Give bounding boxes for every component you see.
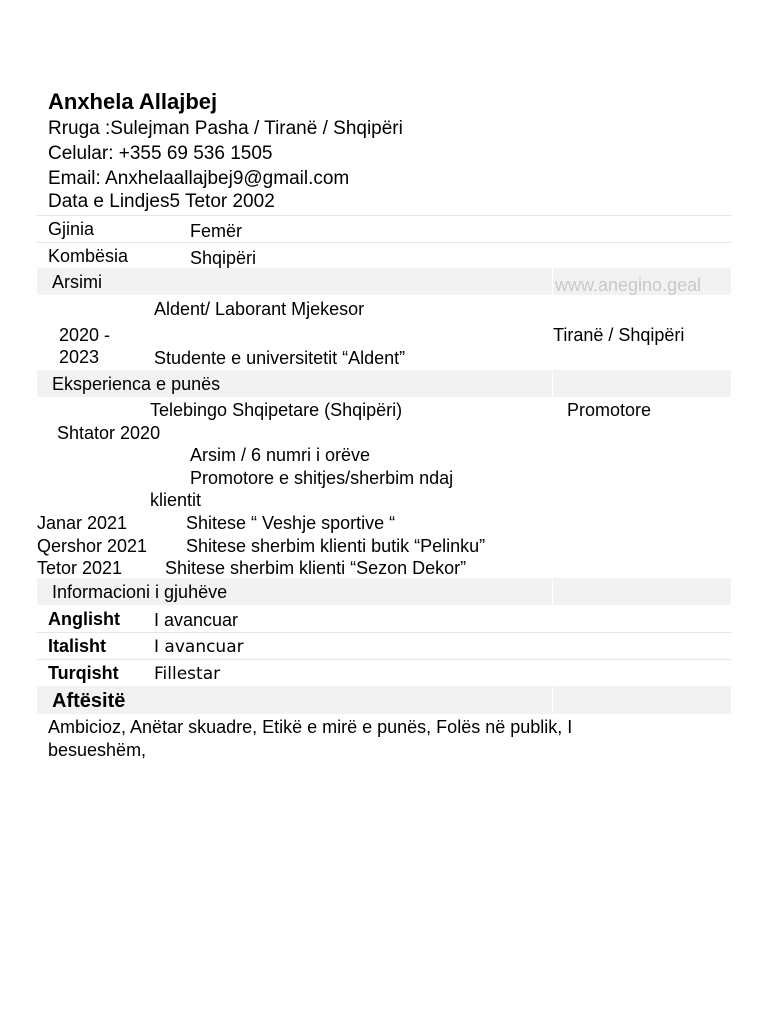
experience-title: Eksperienca e punës xyxy=(52,374,221,394)
languages-title: Informacioni i gjuhëve xyxy=(52,582,228,602)
language-name: Italisht xyxy=(48,636,107,656)
education-location: Tiranë / Shqipëri xyxy=(553,325,685,345)
address-line: Rruga :Sulejman Pasha / Tiranë / Shqipëri xyxy=(48,118,403,139)
nationality-label: Kombësia xyxy=(48,246,129,266)
job-date: Janar 2021 xyxy=(37,513,128,533)
job-description: Shitese sherbim klienti “Sezon Dekor” xyxy=(165,558,467,578)
experience-detail: Arsim / 6 numri i orëve xyxy=(190,445,371,465)
divider xyxy=(552,578,553,605)
experience-role: Promotore xyxy=(567,400,652,420)
job-date: Tetor 2021 xyxy=(37,558,123,578)
divider xyxy=(37,632,731,633)
experience-detail: klientit xyxy=(150,490,202,510)
language-level: I avancuar xyxy=(154,637,244,657)
job-date: Qershor 2021 xyxy=(37,536,148,556)
job-description: Shitese “ Veshje sportive “ xyxy=(186,513,396,533)
language-name: Anglisht xyxy=(48,609,120,629)
phone-line: Celular: +355 69 536 1505 xyxy=(48,143,273,164)
education-years-start: 2020 - xyxy=(59,325,111,345)
language-level: Fillestar xyxy=(154,664,221,684)
candidate-name: Anxhela Allajbej xyxy=(48,89,218,114)
job-description: Shitese sherbim klienti butik “Pelinku” xyxy=(186,536,486,556)
divider xyxy=(37,215,731,216)
skills-text: Ambicioz, Anëtar skuadre, Etikë e mirë e punës, Folës në publik, I xyxy=(48,717,573,737)
skills-text: besueshëm, xyxy=(48,740,147,760)
gender-value: Femër xyxy=(190,221,243,241)
education-school: Aldent/ Laborant Mjekesor xyxy=(154,299,365,319)
email-line: Email: Anxhelaallajbej9@gmail.com xyxy=(48,168,350,189)
divider xyxy=(37,659,731,660)
gender-label: Gjinia xyxy=(48,219,95,239)
birth-date-line: Data e Lindjes5 Tetor 2002 xyxy=(48,191,275,212)
experience-date: Shtator 2020 xyxy=(57,423,161,443)
language-level: I avancuar xyxy=(154,610,239,630)
experience-detail: Promotore e shitjes/sherbim ndaj xyxy=(190,468,454,488)
skills-header-band xyxy=(37,686,731,714)
divider xyxy=(552,268,553,295)
experience-company: Telebingo Shqipetare (Shqipëri) xyxy=(150,400,403,420)
divider xyxy=(552,370,553,397)
divider xyxy=(552,686,553,714)
language-name: Turqisht xyxy=(48,663,119,683)
watermark: www.anegino.geal xyxy=(555,275,702,295)
education-degree: Studente e universitetit “Aldent” xyxy=(154,348,406,368)
skills-title: Aftësitë xyxy=(52,690,126,712)
divider xyxy=(37,242,731,243)
education-years-end: 2023 xyxy=(59,347,100,367)
education-title: Arsimi xyxy=(52,272,102,292)
nationality-value: Shqipëri xyxy=(190,248,257,268)
